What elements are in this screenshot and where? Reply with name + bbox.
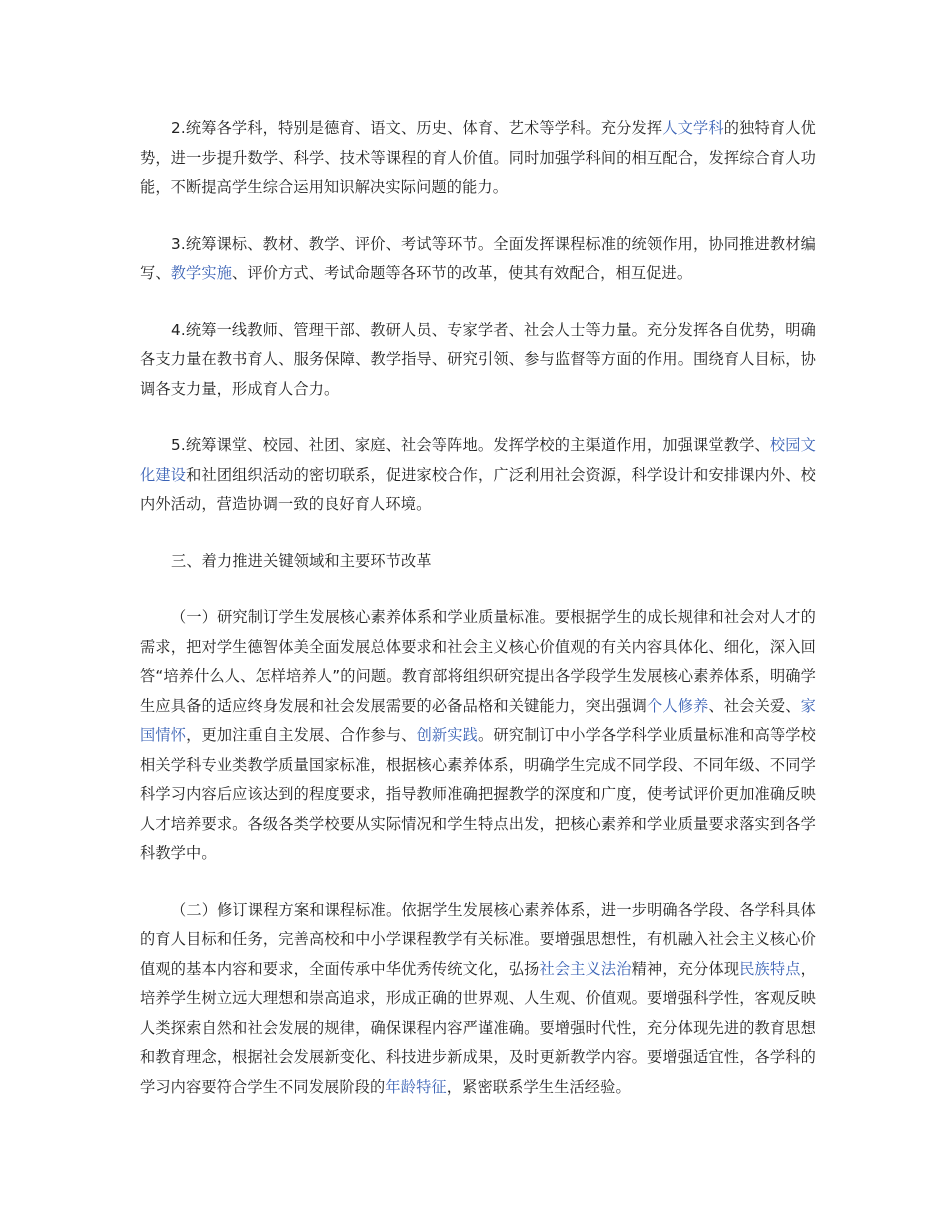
paragraph-text: 和社团组织活动的密切联系，促进家校合作，广泛利用社会资源，科学设计和安排课内外、校内外活动，营造协调一致的良好育人环境。: [140, 465, 816, 513]
paragraph-text: 5.统筹课堂、校园、社团、家庭、社会等阵地。发挥学校的主渠道作用，加强课堂教学、: [171, 436, 770, 454]
keyword-link[interactable]: 年龄特征: [385, 1077, 447, 1096]
paragraph-text: （二）修订课程方案和课程标准。依据学生发展核心素养体系，进一步明确各学段、各学科具体的育人目标和任务，完善高校和中小学课程教学有关标准。要增强思想性，有机融入社会主义核心价值观的基本内容和要求，全面传承中华优秀传统文化，弘扬: [140, 900, 816, 978]
document-paragraph: [140, 316, 816, 405]
paragraph-text: ，紧密联系学生生活经验。: [446, 1077, 631, 1096]
paragraph-text: 、社会关爱、: [708, 696, 801, 715]
paragraph-text: 、评价方式、考试命题等各环节的改革，使其有效配合，相互促进。: [232, 264, 693, 282]
document-paragraph: [140, 114, 816, 203]
paragraph-text: ，培养学生树立远大理想和崇高追求，形成正确的世界观、人生观、价值观。要增强科学性，客观反映人类探索自然和社会发展的规律，确保课程内容严谨准确。要增强时代性，充分体现先进的教育思想和教育理念，根据社会发展新变化、科技进步新成果，及时更新教学内容。要增强适宜性，各学科的学习内容要符合学生不同发展阶段的: [140, 959, 816, 1096]
paragraph-text: 4.统筹一线教师、管理干部、教研人员、专家学者、社会人士等力量。充分发挥各自优势，明确各支力量在教书育人、服务保障、教学指导、研究引领、参与监督等方面的作用。围绕育人目标，协调各支力量，形成育人合力。: [140, 320, 816, 398]
paragraph-text: 三、着力推进关键领域和主要环节改革: [171, 551, 432, 570]
document-paragraph: [140, 603, 816, 869]
document-body: [140, 114, 816, 1129]
paragraph-text: 精神，充分体现: [631, 959, 740, 978]
paragraph-text: （一）研究制订学生发展核心素养体系和学业质量标准。要根据学生的成长规律和社会对人才的需求，把对学生德智体美全面发展总体要求和社会主义核心价值观的有关内容具体化、细化，深入回答“培养什么人、怎样培养人”的问题。教育部将组织研究提出各学段学生发展核心素养体系，明确学生应具备的适应终身发展和社会发展需要的必备品格和关键能力，突出强调: [140, 608, 816, 715]
paragraph-text: 3.统筹课标、教材、教学、评价、考试等环节。全面发挥课程标准的统领作用，协同推进教材编写、: [140, 234, 816, 282]
keyword-link[interactable]: 教学实施: [170, 264, 233, 282]
paragraph-text: ，更加注重自主发展、合作参与、: [186, 726, 417, 744]
paragraph-text: 2.统筹各学科，特别是德育、语文、历史、体育、艺术等学科。充分发挥: [171, 119, 663, 137]
document-paragraph: [140, 896, 816, 1103]
keyword-link[interactable]: 个人修养: [647, 696, 709, 715]
keyword-link[interactable]: 校园文化建设: [140, 436, 817, 484]
section-heading: [140, 547, 816, 577]
keyword-link[interactable]: 民族特点: [739, 959, 801, 978]
keyword-link[interactable]: 家国情怀: [140, 696, 817, 744]
paragraph-text: 的独特育人优势，进一步提升数学、科学、技术等课程的育人价值。同时加强学科间的相互配合，发挥综合育人功能，不断提高学生综合运用知识解决实际问题的能力。: [140, 119, 816, 196]
keyword-link[interactable]: 人文学科: [662, 119, 724, 137]
document-paragraph: [140, 230, 816, 289]
paragraph-text: 。研究制订中小学各学科学业质量标准和高等学校相关学科专业类教学质量国家标准，根据核心素养体系，明确学生完成不同学段、不同年级、不同学科学习内容后应该达到的程度要求，指导教师准确把握教学的深度和广度，使考试评价更加准确反映人才培养要求。各级各类学校要从实际情况和学生特点出发，把核心素养和学业质量要求落实到各学科教学中。: [140, 726, 817, 862]
keyword-link[interactable]: 创新实践: [416, 726, 479, 744]
keyword-link[interactable]: 社会主义法治: [539, 959, 632, 978]
document-paragraph: [140, 431, 816, 520]
